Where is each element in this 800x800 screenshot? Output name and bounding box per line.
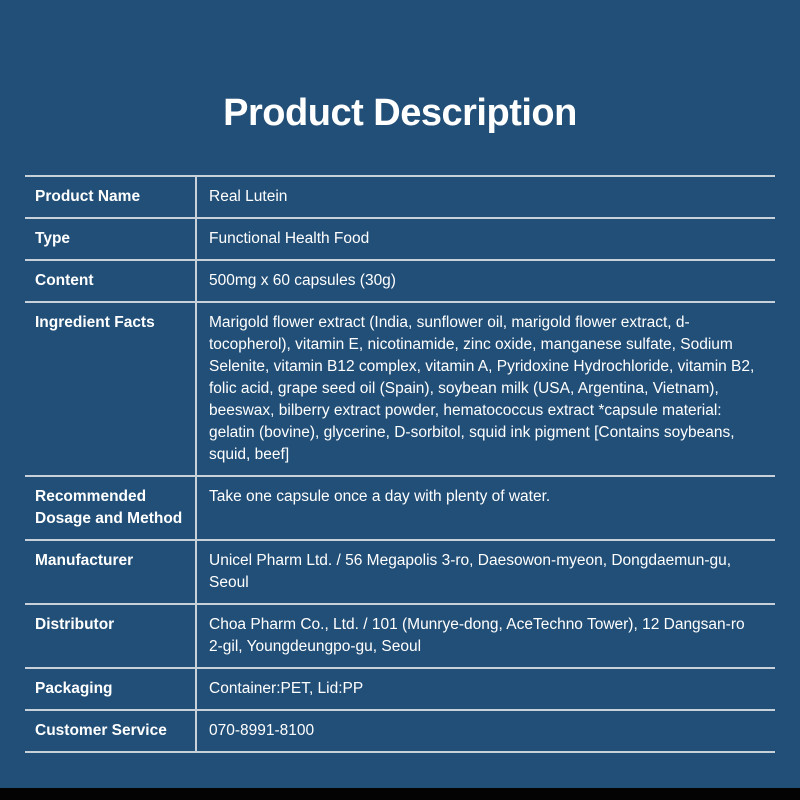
table-row [25,303,775,477]
row-value: Real Lutein [209,188,288,205]
row-label: Customer Service [35,722,167,739]
row-label: Product Name [35,188,141,205]
table-row [25,711,775,753]
row-label: Content [35,272,94,289]
table-row [25,541,775,605]
row-value: 070-8991-8100 [209,722,315,739]
row-value: Container:PET, Lid:PP [209,680,364,697]
table-row [25,261,775,303]
bottom-letterbox-bar [0,788,800,800]
row-value: Choa Pharm Co., Ltd. / 101 (Munrye-dong, AceTechno Tower), 12 Dangsan-ro 2-gil, Youngdeungpo-gu, Seoul [209,616,745,655]
table-row [25,669,775,711]
row-label: Distributor [35,616,115,633]
row-label: Manufacturer [35,552,134,569]
row-label: Type [35,230,71,247]
row-label: Recommended Dosage and Method [35,488,183,527]
column-divider [195,177,197,753]
row-value: Take one capsule once a day with plenty of water. [209,488,551,505]
table-row [25,605,775,669]
table-row [25,219,775,261]
row-value: Unicel Pharm Ltd. / 56 Megapolis 3-ro, Daesowon-myeon, Dongdaemun-gu, Seoul [209,552,732,591]
product-spec-table [25,175,775,753]
table-row [25,477,775,541]
page-title: Product Description [223,92,577,134]
row-label: Ingredient Facts [35,314,155,331]
row-value: Marigold flower extract (India, sunflower oil, marigold flower extract, d-tocopherol), vitamin E, nicotinamide, zinc oxide, manganese sulfate, Sodium Selenite, vitamin B12 complex, vitamin A, Pyridoxine Hydrochloride, vitamin B2, folic acid, grape seed oil (Spain), soybean milk (USA, Argentina, Vietnam), beeswax, bilberry extract powder, hematococcus extract *capsule material: gelatin (bovine), glycerine, D-sorbitol, squid ink pigment [Contains soybeans, squid, beef] [209,314,755,463]
row-value: 500mg x 60 capsules (30g) [209,272,396,289]
row-label: Packaging [35,680,113,697]
table-row [25,177,775,219]
row-value: Functional Health Food [209,230,370,247]
